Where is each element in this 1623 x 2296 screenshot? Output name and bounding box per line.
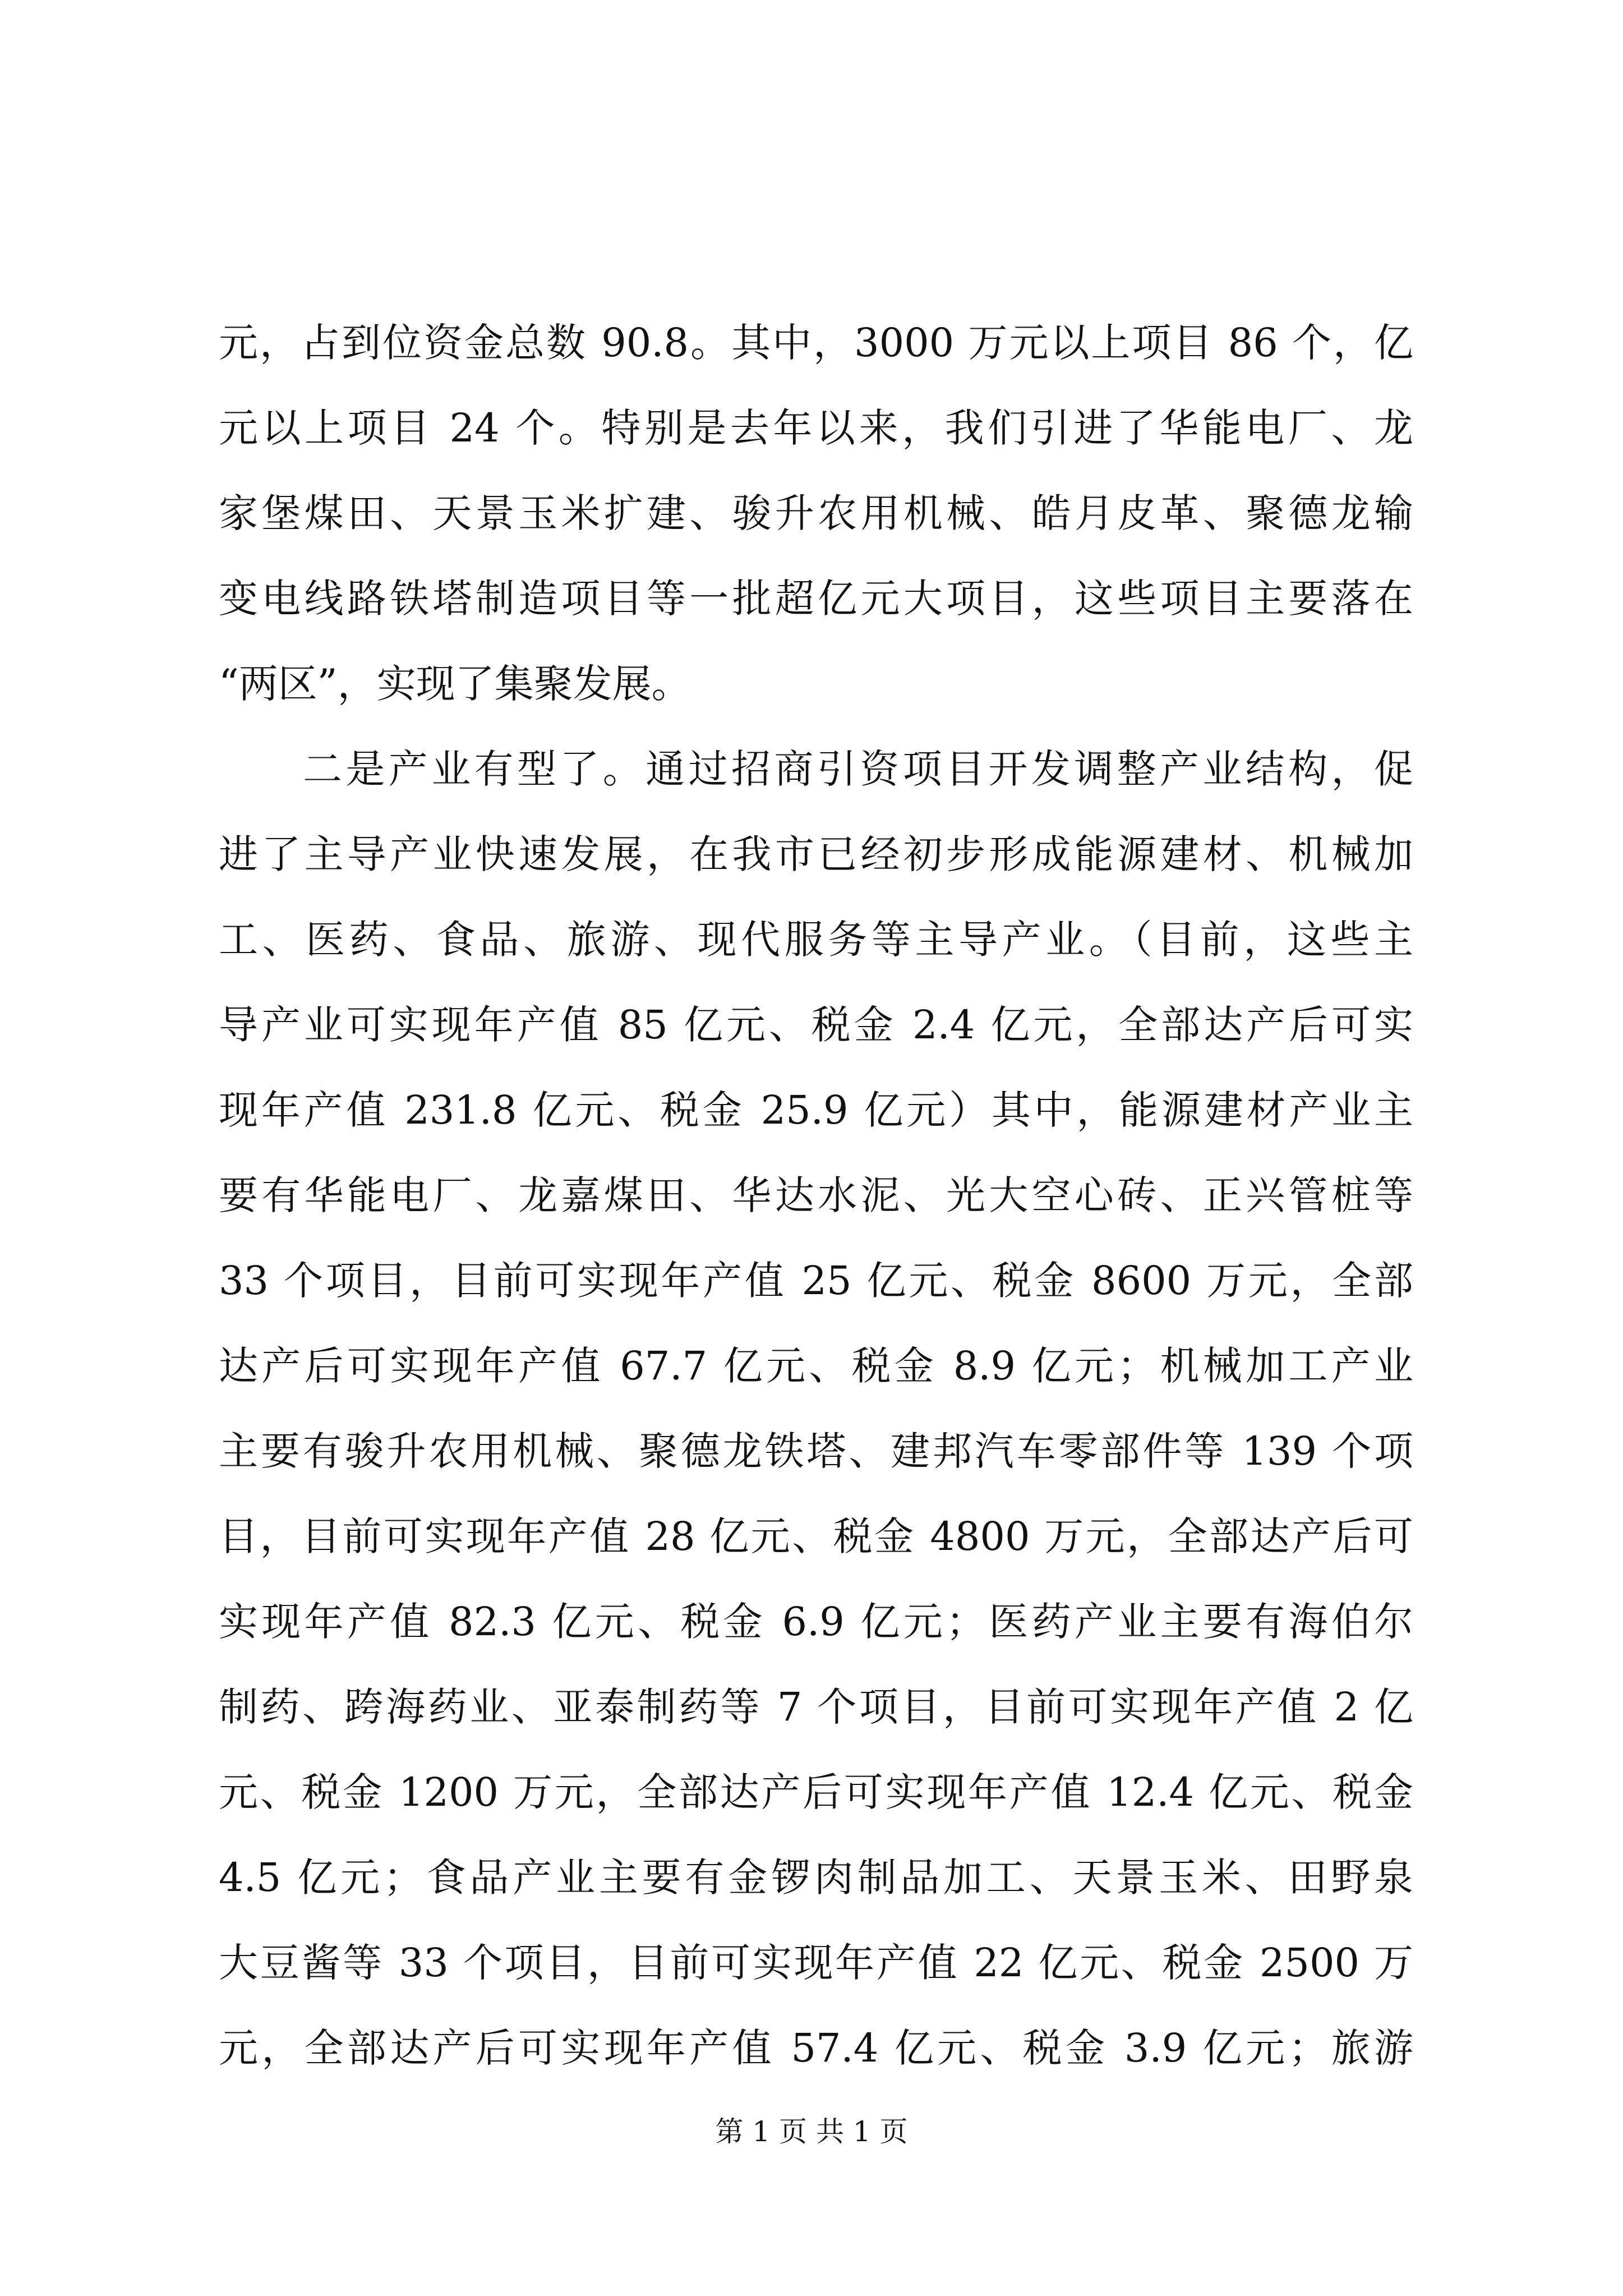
text-line: 家堡煤田、天景玉米扩建、骏升农用机械、皓月皮革、聚德龙输 xyxy=(219,490,1413,536)
text-line: 目，目前可实现年产值 28 亿元、税金 4800 万元，全部达产后可 xyxy=(219,1513,1413,1559)
text-line: 制药、跨海药业、亚泰制药等 7 个项目，目前可实现年产值 2 亿 xyxy=(219,1684,1413,1730)
page-footer xyxy=(0,2115,1623,2148)
text-line: 4.5 亿元；食品产业主要有金锣肉制品加工、天景玉米、田野泉 xyxy=(219,1855,1413,1901)
text-line: 现年产值 231.8 亿元、税金 25.9 亿元）其中，能源建材产业主 xyxy=(219,1087,1413,1133)
text-line: 元以上项目 24 个。特别是去年以来，我们引进了华能电厂、龙 xyxy=(219,405,1413,451)
paragraph-first-line: 二是产业有型了。通过招商引资项目开发调整产业结构，促 xyxy=(303,746,1413,792)
text-line: “两区”，实现了集聚发展。 xyxy=(219,661,691,707)
page-number-label: 第 1 页 共 1 页 xyxy=(715,2115,908,2148)
text-line: 进了主导产业快速发展，在我市已经初步形成能源建材、机械加 xyxy=(219,831,1413,877)
text-line: 主要有骏升农用机械、聚德龙铁塔、建邦汽车零部件等 139 个项 xyxy=(219,1428,1413,1474)
body-text xyxy=(219,300,1413,2091)
text-line: 33 个项目，目前可实现年产值 25 亿元、税金 8600 万元，全部 xyxy=(219,1258,1413,1304)
text-line: 大豆酱等 33 个项目，目前可实现年产值 22 亿元、税金 2500 万 xyxy=(219,1940,1413,1986)
text-line: 要有华能电厂、龙嘉煤田、华达水泥、光大空心砖、正兴管桩等 xyxy=(219,1172,1413,1218)
text-line: 导产业可实现年产值 85 亿元、税金 2.4 亿元，全部达产后可实 xyxy=(219,1002,1413,1048)
text-line: 元、税金 1200 万元，全部达产后可实现年产值 12.4 亿元、税金 xyxy=(219,1769,1413,1815)
text-line: 工、医药、食品、旅游、现代服务等主导产业。（目前，这些主 xyxy=(219,917,1413,963)
text-line: 达产后可实现年产值 67.7 亿元、税金 8.9 亿元；机械加工产业 xyxy=(219,1343,1413,1389)
text-line: 元，全部达产后可实现年产值 57.4 亿元、税金 3.9 亿元；旅游 xyxy=(219,2025,1413,2071)
text-line: 元，占到位资金总数 90.8。其中，3000 万元以上项目 86 个，亿 xyxy=(219,320,1413,366)
text-line: 实现年产值 82.3 亿元、税金 6.9 亿元；医药产业主要有海伯尔 xyxy=(219,1599,1413,1645)
text-line: 变电线路铁塔制造项目等一批超亿元大项目，这些项目主要落在 xyxy=(219,576,1413,622)
